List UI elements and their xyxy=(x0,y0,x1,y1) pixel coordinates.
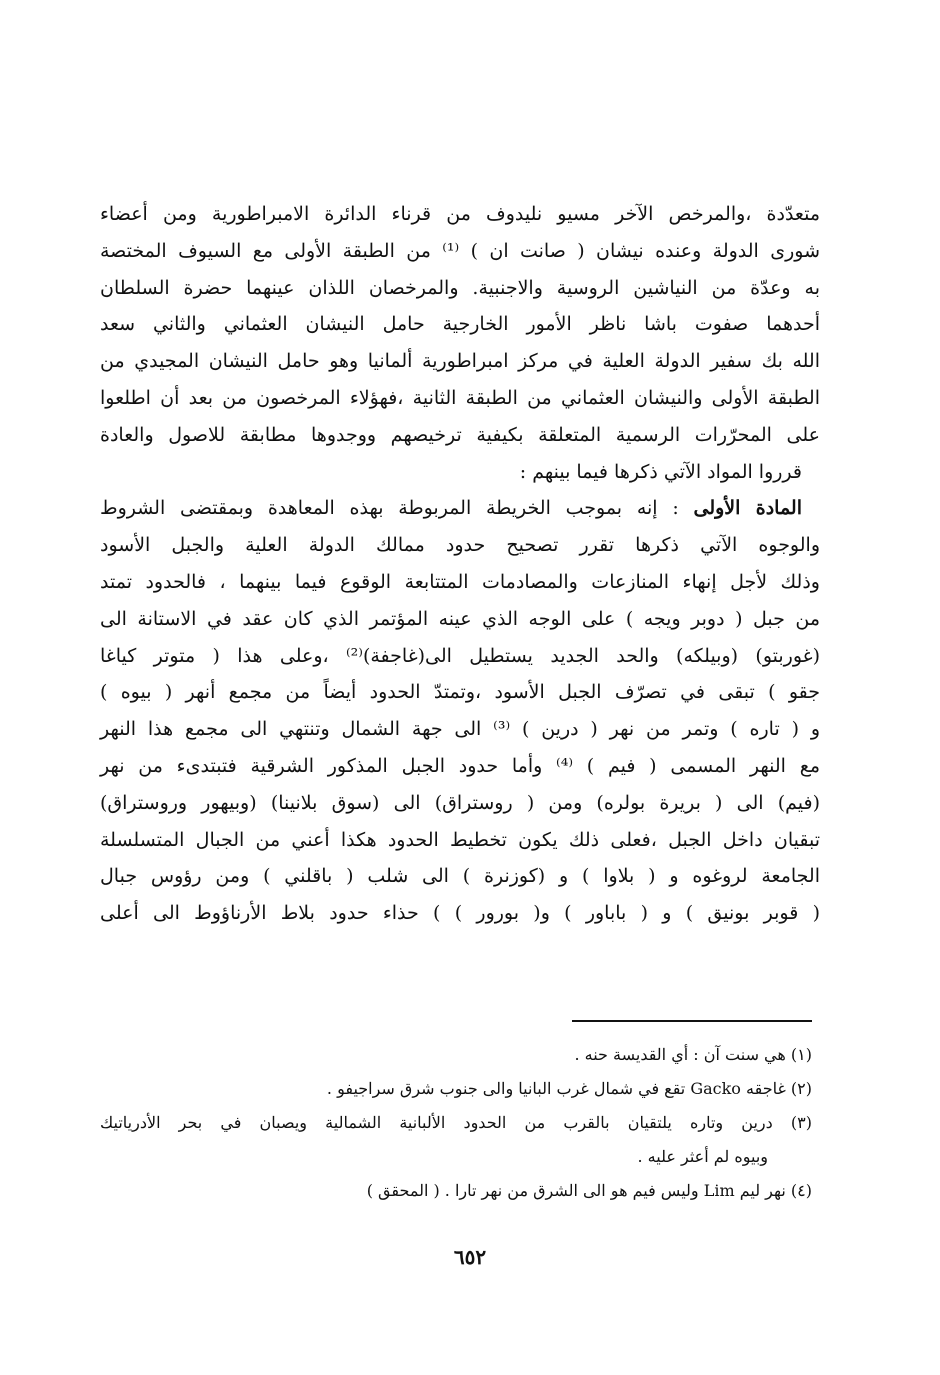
footnotes xyxy=(100,1038,812,1208)
text-line: على المحرّرات الرسمية المتعلقة بكيفية ترخيصهم ووجدوها مطابقة للاصول والعادة xyxy=(100,423,821,446)
footnote-4: (٤) نهر ليم Lim وليس فيم هو الى الشرق من نهر تارا . ( المحقق ) xyxy=(366,1181,812,1200)
text-line: و ( تاره ) وتمر من نهر ( درين ) ⁽³⁾ الى جهة الشمال وتنتهي الى مجمع هذا النهر xyxy=(100,718,820,741)
text-line: تبقيان داخل الجبل ،فعلى ذلك يكون تخطيط الحدود هكذا أعني من الجبال المتسلسلة xyxy=(100,828,820,851)
text-line: (غوربتو) (وبيلكه) والحد الجديد يستطيل الى(غاجفة)⁽²⁾ ،وعلى هذا ( متوتر كياغا xyxy=(100,644,820,667)
text-line: الله بك سفير الدولة العلية في مركز امبراطورية ألمانيا وهو حامل النيشان المجيدي من xyxy=(100,350,820,373)
footnote-separator xyxy=(572,1020,812,1022)
text-line: أحدهما صفوت باشا ناظر الأمور الخارجية حامل النيشان العثماني والثاني سعد xyxy=(100,313,820,336)
text-line: من جبل ( دوبر ويجه ) على الوجه الذي عينه المؤتمر الذي كان عقد في الاستانة الى xyxy=(100,607,820,630)
text-line: والوجوه الآتي ذكرها تقرر تصحيح حدود ممالك الدولة العلية والجبل الأسود xyxy=(100,534,820,557)
text-line: به وعدّة من النياشين الروسية والاجنبية. والمرخصان اللذان عينهما حضرة السلطان xyxy=(100,276,820,299)
article-first-line-text: : إنه بموجب الخريطة المربوطة بهذه المعاهدة وبمقتضى الشروط xyxy=(100,497,694,520)
main-text-body xyxy=(100,196,820,932)
text-line: متعدّدة ،والمرخص الآخر مسيو نليدوف من قرناء الدائرة الامبراطورية ومن أعضاء xyxy=(100,203,820,225)
text-line: شورى الدولة وعنده نيشان ( صانت ان ) ⁽¹⁾ من الطبقة الأولى مع السيوف المختصة xyxy=(100,239,820,262)
text-line: الجامعة لروغوه و ( بلاوا ) و (كوزنرة ) الى شلب ( باقلني ) ومن رؤوس جبال xyxy=(100,865,820,888)
footnote-3-continued: وبيوه لم أعثر عليه . xyxy=(637,1147,768,1166)
text-line: ( قوبر بونيق ) و ( باباور ) و( بورور ) ) حذاء حدود بلاط الأرناؤوط الى أعلى xyxy=(100,902,820,925)
footnote-1: (١) هي سنت آن : أي القديسة حنه . xyxy=(574,1045,812,1064)
text-line: الطبقة الأولى والنيشان العثماني من الطبقة الثانية ،فهؤلاء المرخصون من بعد أن اطلعوا xyxy=(100,386,820,409)
text-line: (فيم) الى ( بريرة بولره) ومن ( روستراق) الى (سوق بلانينا) (وبيهور وروستراق) xyxy=(100,791,820,814)
article-first-line xyxy=(100,490,820,527)
text-line: جقو ) تبقى في تصرّف الجبل الأسود ،وتمتدّ الحدود أيضاً من مجمع أنهر ( بيوه ) xyxy=(100,681,820,704)
page-number: ٦٥٢ xyxy=(453,1245,487,1269)
footnote-2: (٢) غاجقه Gacko تقع في شمال غرب البانيا والى جنوب شرق سراجيفو . xyxy=(326,1079,812,1098)
text-line: قرروا المواد الآتي ذكرها فيما بينهم : xyxy=(519,460,802,483)
article-heading: المادة الأولى xyxy=(693,497,802,520)
text-line: وذلك لأجل إنهاء المنازعات والمصادمات المتتابعة الوقوع فيما بينهما ، فالحدود تمتد xyxy=(100,570,820,593)
footnote-3: (٣) درين وتاره يلتقيان بالقرب من الحدود الألبانية الشمالية ويصبان في بحر الأدرياتيك xyxy=(100,1113,812,1132)
text-line: مع النهر المسمى ( فيم ) ⁽⁴⁾ وأما حدود الجبل المذكور الشرقية فتبتدىء من نهر xyxy=(100,754,820,777)
